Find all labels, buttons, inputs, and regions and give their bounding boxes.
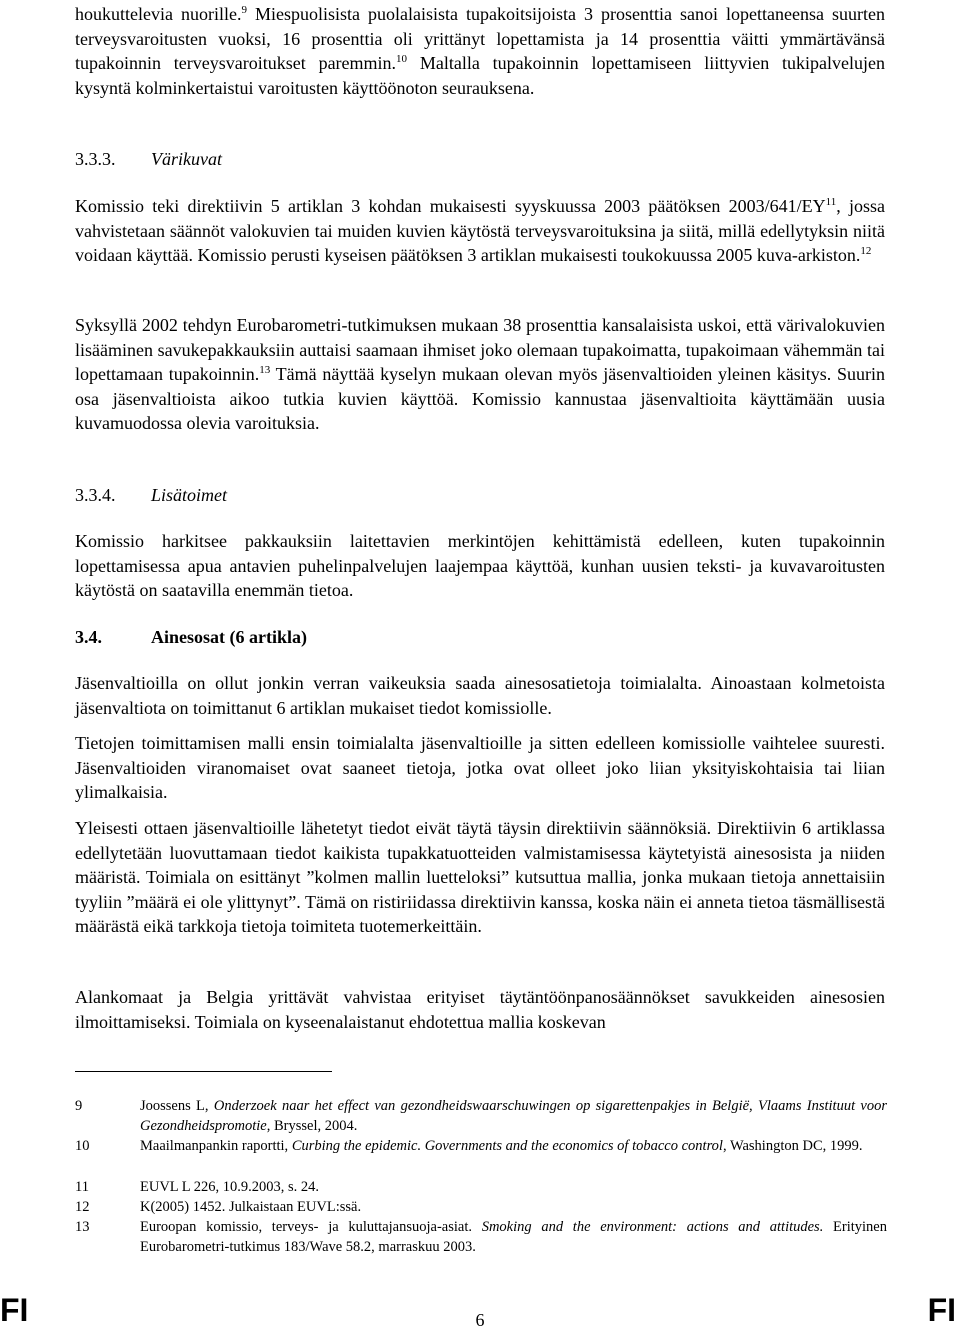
- paragraph-text: Komissio harkitsee pakkauksiin laitettavien merkintöjen kehittämistä edelleen, kuten tupakoinnin lopettamisessa apua antavien puhelinpalvelujen laajempaa käyttöä, kunhan uusien teksti- ja kuvavaroitusten käytöstä on saatavilla enemmän tietoa.: [75, 531, 885, 600]
- paragraph-p2: [75, 194, 885, 268]
- footnote-9: [75, 1096, 887, 1136]
- paragraph-text: Jäsenvaltioilla on ollut jonkin verran vaikeuksia saada ainesosatietoja toimialalta. Ainoastaan kolmetoista jäsenvaltiota on toimittanut 6 artiklan mukaiset tiedot komissiolle.: [75, 673, 885, 718]
- paragraph-text: Alankomaat ja Belgia yrittävät vahvistaa erityiset täytäntöönpanosäännökset savukkeiden ainesosien ilmoittamiseksi. Toimiala on kyseenalaistanut ehdotettua mallia koskevan: [75, 987, 885, 1032]
- footnote-text: , Washington DC, 1999.: [722, 1138, 863, 1154]
- heading-3-3-3: [75, 147, 222, 171]
- footnote-title: Curbing the epidemic. Governments and the economics of tobacco control: [291, 1138, 723, 1154]
- paragraph-p3: [75, 313, 885, 436]
- footnote-ref-12[interactable]: 12: [860, 245, 872, 257]
- text-run: Maltalla tupakoinnin lopettamiseen liittyvien tukipalvelujen kysyntä kolminkertaistui varoitusten käyttöönoton seurauksena.: [75, 53, 885, 98]
- footnote-12: [75, 1197, 887, 1217]
- footnote-text: K(2005) 1452. Julkaistaan EUVL:ssä.: [140, 1199, 362, 1215]
- footnote-text: Euroopan komissio, terveys- ja kuluttajansuoja-asiat.: [140, 1219, 482, 1235]
- heading-number: 3.4.: [75, 627, 102, 647]
- paragraph-p7: [75, 816, 885, 939]
- text-run: Miespuolisista puolalaisista tupakoitsijoista 3 prosenttia sanoi lopettaneensa suurten terveysvaroitusten vuoksi, 16 prosenttia oli yrittänyt lopettamista ja 14 prosenttia väitti ymmärtävänsä tupakoinnin terveysvaroitukset paremmin.: [75, 4, 885, 73]
- paragraph-p5: [75, 671, 885, 720]
- heading-title: Ainesosat (6 artikla): [151, 627, 307, 647]
- footnote-title: Onderzoek naar het effect van gezondheidswaarschuwingen op sigarettenpakjes in België, Vlaams Instituut voor Gezondheidspromotie: [140, 1098, 887, 1134]
- footnote-number: 12: [75, 1199, 90, 1215]
- heading-number: 3.3.3.: [75, 149, 116, 169]
- footnote-text: Joossens L,: [140, 1098, 214, 1114]
- paragraph-p6: [75, 731, 885, 805]
- footnote-title: Smoking and the environment: actions and attitudes.: [481, 1219, 824, 1235]
- text-run: , jossa vahvistetaan säännöt valokuvien tai muiden kuvien käytöstä terveysvaroituksina ja siitä, millä edellytyksin niitä voidaan käyttää. Komissio perusti kyseisen päätöksen 3 artiklan mukaisesti toukokuussa 2005 kuva-arkiston.: [75, 196, 885, 265]
- paragraph-p8: [75, 985, 885, 1034]
- paragraph-p4: [75, 529, 885, 603]
- footnote-number: 10: [75, 1138, 90, 1154]
- heading-3-4: [75, 625, 307, 649]
- paragraph-p1: [75, 2, 885, 100]
- footnote-text: Erityinen Eurobarometri-tutkimus 183/Wave 58.2, marraskuu 2003.: [140, 1219, 887, 1255]
- heading-number: 3.3.4.: [75, 485, 116, 505]
- footnote-11: [75, 1177, 887, 1197]
- page-number: 6: [475, 1310, 485, 1330]
- footnote-number: 11: [75, 1179, 89, 1195]
- footnote-text: Maailmanpankin raportti,: [140, 1138, 292, 1154]
- footnote-text: , Bryssel, 2004.: [266, 1118, 358, 1134]
- footnote-10: [75, 1136, 887, 1156]
- footnote-number: 9: [75, 1098, 83, 1114]
- footnote-number: 13: [75, 1219, 90, 1235]
- paragraph-text: Yleisesti ottaen jäsenvaltioille lähetetyt tiedot eivät täytä täysin direktiivin säännöksiä. Direktiivin 6 artiklassa edellytetään luovuttamaan tiedot kaikista tupakkatuotteiden valmistamisessa käytetyistä ainesosista ja niiden määristä. Toimiala on esittänyt ”kolmen mallin luetteloksi” kutsuttua mallia, jonka mukaan tietoja annettaisiin tyyliin ”määrä ei ole ylittynyt”. Tämä on ristiriidassa direktiivin kanssa, koska näin ei anneta tietoa täsmällisestä määrästä eikä tarkkoja tietoja toimiteta tuotemerkeittäin.: [75, 818, 885, 936]
- footnote-ref-11[interactable]: 11: [825, 196, 837, 208]
- text-run: houkuttelevia nuorille.: [75, 4, 242, 24]
- footnote-13: [75, 1217, 887, 1257]
- text-run: Tämä näyttää kyselyn mukaan olevan myös jäsenvaltioiden yleinen käsitys. Suurin osa jäsenvaltioista aikoo tutkia kuvien käyttöä. Komissio kannustaa jäsenvaltioita käyttämään uusia kuvamuodossa olevia varoituksia.: [75, 364, 885, 433]
- paragraph-text: Tietojen toimittamisen malli ensin toimialalta jäsenvaltioille ja sitten edelleen komissiolle vaihtelee suuresti. Jäsenvaltioiden viranomaiset ovat saaneet tietoja, jotka ovat olleet joko liian yksityiskohtaisia tai liian ylimalkaisia.: [75, 733, 885, 802]
- footnote-ref-10[interactable]: 10: [396, 53, 408, 65]
- text-run: Syksyllä 2002 tehdyn Eurobarometri-tutkimuksen mukaan 38 prosenttia kansalaisista uskoi, että värivalokuvien lisääminen savukepakkauksiin auttaisi saamaan ihmiset joko olemaan tupakoimatta, tupakoimaan vähemmän tai lopettamaan tupakoinnin.: [75, 315, 885, 384]
- heading-title: Värikuvat: [151, 149, 222, 169]
- footnote-separator: [75, 1071, 332, 1072]
- text-run: Komissio teki direktiivin 5 artiklan 3 kohdan mukaisesti syyskuussa 2003 päätöksen 2003/641/EY: [75, 196, 826, 216]
- language-code-right: FI: [927, 1292, 956, 1328]
- footnote-text: EUVL L 226, 10.9.2003, s. 24.: [140, 1179, 319, 1195]
- footnote-ref-13[interactable]: 13: [259, 364, 271, 376]
- heading-title: Lisätoimet: [151, 485, 228, 505]
- language-code-left: FI: [0, 1292, 29, 1328]
- footnote-ref-9[interactable]: 9: [241, 4, 247, 16]
- heading-3-3-4: [75, 483, 227, 507]
